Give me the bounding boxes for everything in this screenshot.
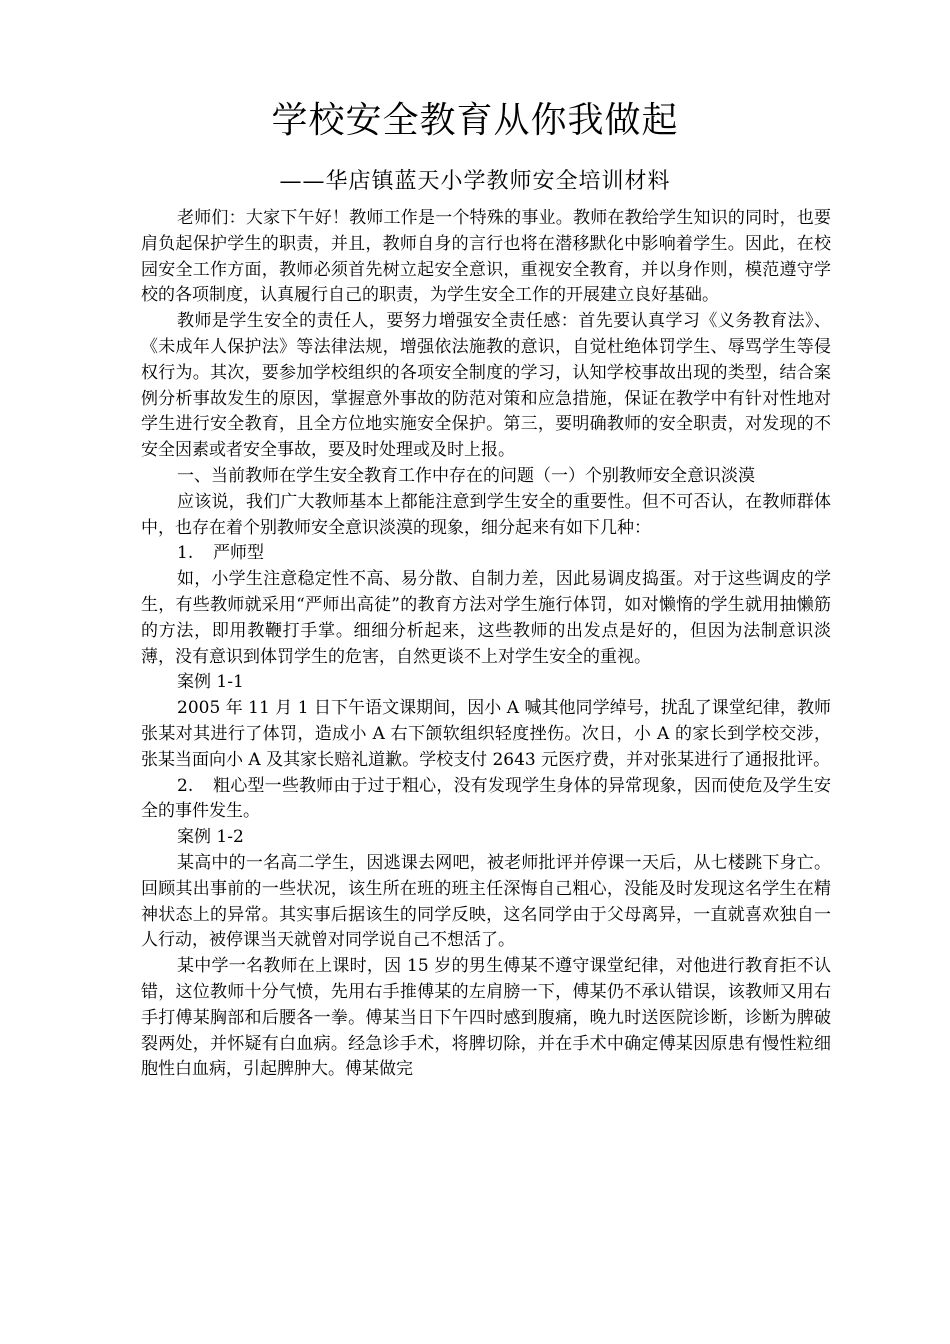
case-label-1-1: 案例 1-1	[177, 672, 244, 693]
paragraph-greeting: 老师们：大家下午好！教师工作是一个特殊的事业。教师在教给学生知识的同时，也要肩负起保护学生的职责，并且，教师自身的言行也将在潜移默化中影响着学生。因此，在校园安全工作方面，教师必须首先树立起安全意识，重视安全教育，并以身作则，模范遵守学校的各项制度，认真履行自己的职责，为学生安全工作的开展建立良好基础。	[141, 208, 831, 306]
list-item-strict-teacher	[141, 541, 831, 567]
document-body	[141, 206, 831, 1083]
list-item-label: 严师型	[213, 543, 264, 564]
paragraph-teacher-responsibility: 教师是学生安全的责任人，要努力增强安全责任感：首先要认真学习《义务教育法》、《未成年人保护法》等法律法规，增强依法施教的意识，自觉杜绝体罚学生、辱骂学生等侵权行为。其次，要参加学校组织的各项安全制度的学习，认知学校事故出现的类型，结合案例分析事故发生的原因，掌握意外事故的防范对策和应急措施，保证在教学中有针对性地对学生进行安全教育，且全方位地实施安全保护。第三，要明确教师的安全职责，对发现的不安全因素或者安全事故，要及时处理或及时上报。	[141, 311, 831, 461]
list-number: 2.	[177, 775, 194, 796]
section-heading-problems: 一、当前教师在学生安全教育工作中存在的问题（一）个别教师安全意识淡漠	[177, 465, 755, 486]
document-subtitle: ——华店镇蓝天小学教师安全培训材料	[279, 169, 671, 194]
list-number: 1.	[177, 543, 194, 564]
paragraph-strict-teacher: 如，小学生注意稳定性不高、易分散、自制力差，因此易调皮捣蛋。对于这些调皮的学生，有些教师就采用“严师出高徒”的教育方法对学生施行体罚，如对懒惰的学生就用抽懒筋的方法，即用教鞭打手掌。细细分析起来，这些教师的出发点是好的，但因为法制意识淡薄，没有意识到体罚学生的危害，自然更谈不上对学生安全的重视。	[141, 569, 831, 667]
paragraph-awareness: 应该说，我们广大教师基本上都能注意到学生安全的重要性。但不可否认，在教师群体中，也存在着个别教师安全意识淡漠的现象，细分起来有如下几种：	[141, 491, 831, 538]
paragraph-case-1-1: 2005 年 11 月 1 日下午语文课期间，因小 A 喊其他同学绰号，扰乱了课堂纪律，教师张某对其进行了体罚，造成小 A 右下颌软组织轻度挫伤。次日，小 A 的家长到学校交涉，张某当面向小 A 及其家长赔礼道歉。学校支付 2643 元医疗费，并对张某进行了通报批评。	[141, 698, 831, 770]
list-item-text: 粗心型一些教师由于过于粗心，没有发现学生身体的异常现象，因而使危及学生安全的事件发生。	[141, 775, 831, 822]
paragraph-case-1-2: 某高中的一名高二学生，因逃课去网吧，被老师批评并停课一天后，从七楼跳下身亡。回顾其出事前的一些状况，该生所在班的班主任深悔自己粗心，没能及时发现这名学生在精神状态上的异常。其实事后据该生的同学反映，这名同学由于父母离异，一直就喜欢独自一人行动，被停课当天就曾对同学说自己不想活了。	[141, 852, 831, 951]
list-item-careless-teacher	[141, 774, 831, 826]
paragraph-case-fu: 某中学一名教师在上课时，因 15 岁的男生傅某不遵守课堂纪律，对他进行教育拒不认错，这位教师十分气愤，先用右手推傅某的左肩膀一下，傅某仍不承认错误，该教师又用右手打傅某胸部和后腰各一拳。傅某当日下午四时感到腹痛，晚九时送医院诊断，诊断为脾破裂两处，并怀疑有白血病。经急诊手术，将脾切除，并在手术中确定傅某因原患有慢性粒细胞性白血病，引起脾肿大。傅某做完	[141, 956, 831, 1080]
document-title: 学校安全教育从你我做起	[271, 100, 679, 141]
case-label-1-2: 案例 1-2	[177, 827, 244, 848]
